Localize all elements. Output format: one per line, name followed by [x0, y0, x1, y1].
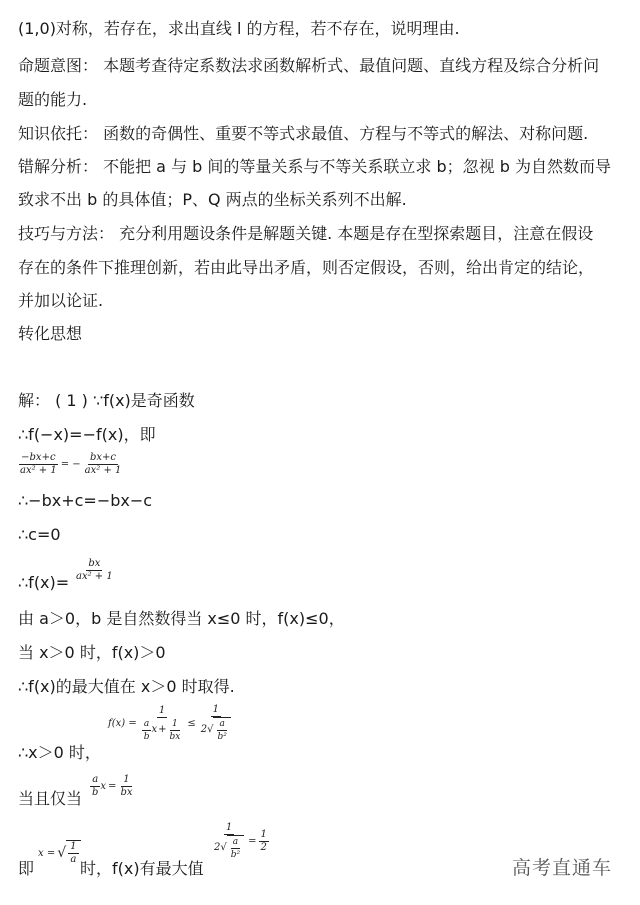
text-line: 错解分析： 不能把 a 与 b 间的等量关系与不等关系联立求 b；忽视 b 为自然数而导 — [18, 157, 611, 176]
solution-line: ∴−bx+c=−bx−c — [18, 491, 153, 510]
max-value: 1 2 √ $\frac{a}{\text{b²}}$ = $\frac{1}{2}$ — [214, 822, 267, 860]
text-line: 并加以论证. — [18, 291, 104, 310]
text-line: (1,0)对称，若存在，求出直线 l 的方程，若不存在，说明理由. — [18, 19, 460, 38]
text-line: 致求不出 b 的具体值；P、Q 两点的坐标关系列不出解. — [18, 190, 407, 209]
fx-fraction: $\frac{bx}{\text{ax² + 1}}$ — [76, 558, 113, 582]
fraction-equation: $\frac{-bx+c}{\text{ax² + 1}}$ = − $\frac{bx+c}{\text{ax² + 1}}$ — [20, 452, 122, 476]
x-value: x = √ $\frac{1}{a}$ — [38, 840, 81, 866]
watermark: 高考直通车 — [511, 857, 612, 879]
solution-line: 解： ( 1 ) ∵f(x)是奇函数 — [18, 391, 195, 410]
solution-line: 由 a＞0，b 是自然数得当 x≤0 时，f(x)≤0， — [18, 609, 345, 628]
max-inequality: f(x) = 1 $\frac{a}{b}$ x + $\frac{1}{bx}$ ≤ 1 2 √ $\frac{a}{\text{b²}}$ — [108, 704, 233, 743]
text-line: 存在的条件下推理创新，若由此导出矛盾，则否定假设，否则，给出肯定的结论， — [18, 258, 595, 277]
solution-line: ∴f(−x)=−f(x)，即 — [18, 425, 156, 444]
solution-line: ∴x＞0 时， — [18, 743, 101, 762]
text-line: 知识依托： 函数的奇偶性、重要不等式求最值、方程与不等式的解法、对称问题. — [18, 124, 589, 143]
solution-line: ∴f(x)的最大值在 x＞0 时取得. — [18, 677, 235, 696]
solution-line: ∴c=0 — [18, 525, 61, 544]
solution-line: 即 — [18, 859, 35, 878]
solution-line: ∴f(x)= — [18, 573, 70, 592]
solution-line: 当 x＞0 时，f(x)＞0 — [18, 643, 166, 662]
text-line: 转化思想 — [18, 324, 83, 343]
equality-condition: $\frac{a}{b}$ x = $\frac{1}{bx}$ — [92, 774, 133, 798]
text-line: 命题意图： 本题考查待定系数法求函数解析式、最值问题、直线方程及综合分析问 — [18, 56, 600, 75]
solution-line: 当且仅当 — [18, 789, 83, 808]
solution-line: 时，f(x)有最大值 — [80, 859, 204, 878]
text-line: 题的能力. — [18, 90, 88, 109]
text-line: 技巧与方法： 充分利用题设条件是解题关键. 本题是存在型探索题目，注意在假设 — [18, 224, 594, 243]
